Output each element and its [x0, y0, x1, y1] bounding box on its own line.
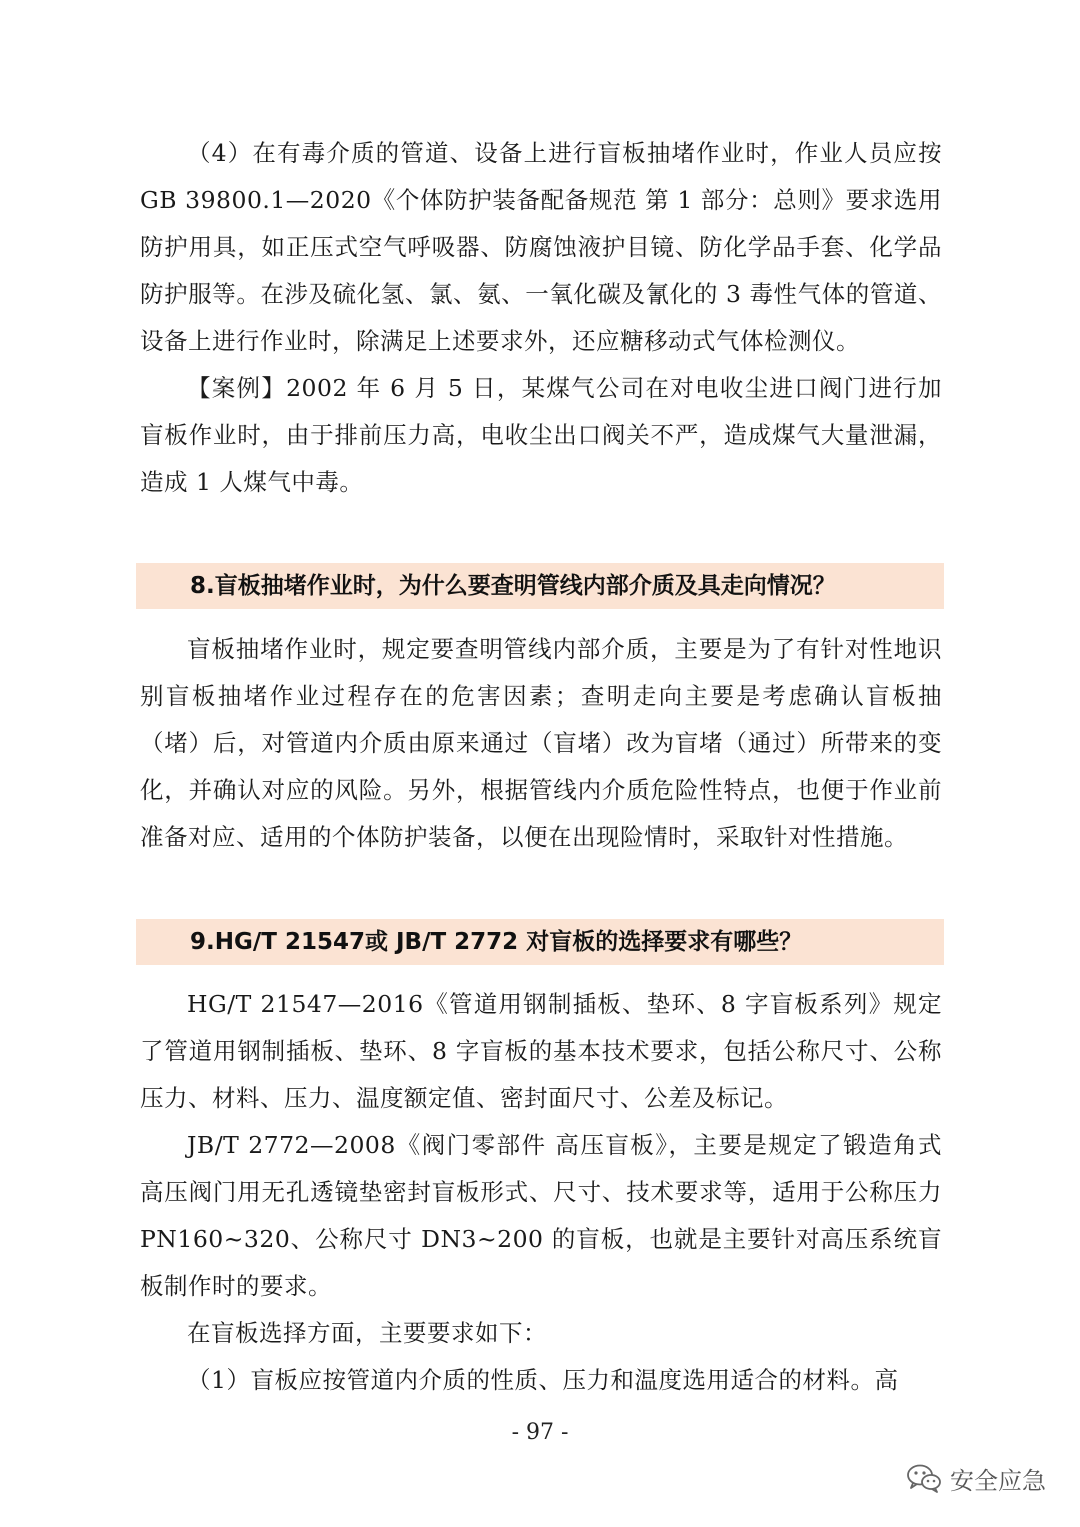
section-9-body — [140, 981, 942, 1404]
paragraph-case-example: 【案例】2002 年 6 月 5 日，某煤气公司在对电收尘进口阀门进行加盲板作业时，由于排前压力高，电收尘出口阀关不严，造成煤气大量泄漏，造成 1 人煤气中毒。 — [140, 374, 942, 496]
wechat-icon — [906, 1463, 942, 1493]
paragraph-answer-8: 盲板抽堵作业时，规定要查明管线内部介质，主要是为了有针对性地识别盲板抽堵作业过程存在的危害因素；查明走向主要是考虑确认盲板抽（堵）后，对管道内介质由原来通过（盲堵）改为盲堵（通过）所带来的变化，并确认对应的风险。另外，根据管线内介质危险性特点，也便于作业前准备对应、适用的个体防护装备，以便在出现险情时，采取针对性措施。 — [140, 635, 942, 851]
watermark-text: 安全应急 — [950, 1466, 1046, 1495]
paragraph-protective-equipment: （4）在有毒介质的管道、设备上进行盲板抽堵作业时，作业人员应按 GB 39800.1—2020《个体防护装备配备规范 第 1 部分：总则》要求选用防护用具，如正压式空气呼吸器、防腐蚀液护目镜、防化学品手套、化学品防护服等。在涉及硫化氢、氯、氨、一氧化碳及氰化的 3 毒性气体的管道、设备上进行作业时，除满足上述要求外，还应糖移动式气体检测仪。 — [140, 139, 942, 355]
section-7-body — [140, 130, 942, 506]
page-number: - 97 - — [511, 1420, 569, 1445]
paragraph-jb-standard: JB/T 2772—2008《阀门零部件 高压盲板》，主要是规定了锻造角式高压阀门用无孔透镜垫密封盲板形式、尺寸、技术要求等，适用于公称压力 PN160~320、公称尺寸 DN3~200 的盲板，也就是主要针对高压系统盲板制作时的要求。 — [140, 1131, 942, 1300]
heading-question-8: 8.盲板抽堵作业时，为什么要查明管线内部介质及具走向情况？ — [136, 563, 944, 609]
watermark — [906, 1458, 1046, 1498]
section-8-body — [140, 626, 942, 861]
paragraph-selection-item-1: （1）盲板应按管道内介质的性质、压力和温度选用适合的材料。高 — [187, 1366, 899, 1394]
paragraph-selection-intro: 在盲板选择方面，主要要求如下： — [187, 1319, 547, 1347]
heading-question-9: 9.HG/T 21547或 JB/T 2772 对盲板的选择要求有哪些？ — [136, 919, 944, 965]
paragraph-hg-standard: HG/T 21547—2016《管道用钢制插板、垫环、8 字盲板系列》规定了管道用钢制插板、垫环、8 字盲板的基本技术要求，包括公称尺寸、公称压力、材料、压力、温度额定值、密封面尺寸、公差及标记。 — [140, 990, 942, 1112]
